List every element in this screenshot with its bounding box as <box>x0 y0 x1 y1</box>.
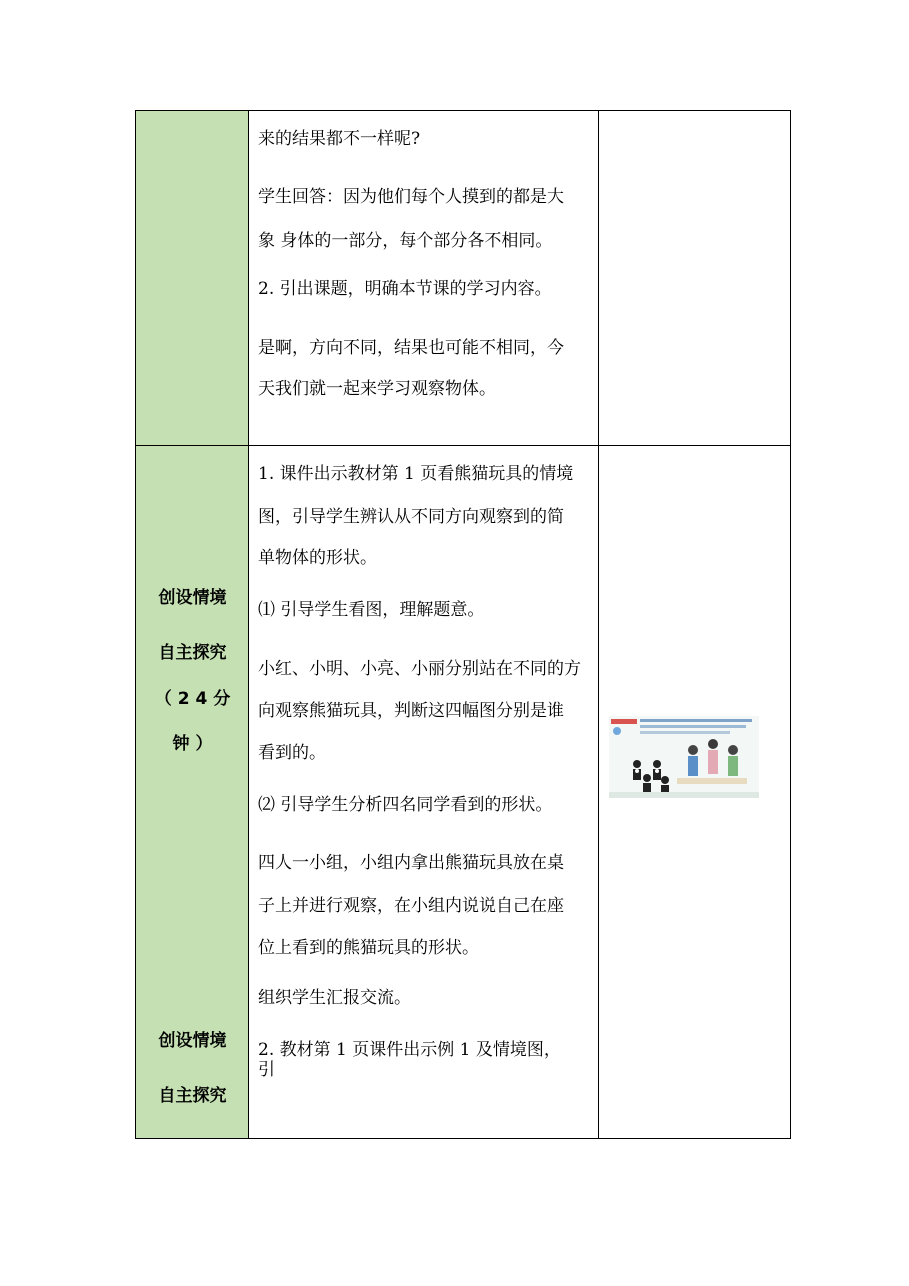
row2-label-cell <box>136 445 249 1138</box>
row2-line: 引 <box>258 1060 275 1080</box>
row1-line: 2. 引出课题，明确本节课的学习内容。 <box>258 279 552 299</box>
row1-line: 象 身体的一部分，每个部分各不相同。 <box>258 231 553 251</box>
row1-line: 学生回答：因为他们每个人摸到的都是大 <box>258 187 564 207</box>
row2-line: 1. 课件出示教材第 1 页看熊猫玩具的情境 <box>258 464 574 484</box>
row2-line: 看到的。 <box>258 743 326 763</box>
panda-scene-illustration <box>609 716 759 798</box>
row2-content-cell <box>249 445 599 1138</box>
duration-label: （ 2 4 分 <box>154 689 231 709</box>
section-label: 自主探究 <box>158 643 227 663</box>
row2-line: 子上并进行观察，在小组内说说自己在座 <box>258 896 564 916</box>
row2-line: 四人一小组，小组内拿出熊猫玩具放在桌 <box>258 853 564 873</box>
row1-content-cell <box>249 111 599 445</box>
section-label: 创设情境 <box>158 1031 227 1051</box>
row1-line: 天我们就一起来学习观察物体。 <box>258 379 496 399</box>
textbook-scene-image <box>609 716 759 798</box>
row2-line: 小红、小明、小亮、小丽分别站在不同的方 <box>258 659 581 679</box>
row2-line: 图，引导学生辨认从不同方向观察到的简 <box>258 507 564 527</box>
row1-notes-cell <box>599 111 790 445</box>
row1-line: 是啊，方向不同，结果也可能不相同，今 <box>258 338 564 358</box>
row2-line: 单物体的形状。 <box>258 548 377 568</box>
row2-line: ⑴ 引导学生看图，理解题意。 <box>258 600 485 620</box>
row2-line: 组织学生汇报交流。 <box>258 988 411 1008</box>
row2-line: 位上看到的熊猫玩具的形状。 <box>258 938 479 958</box>
duration-label: 钟 ） <box>172 734 213 754</box>
section-label: 创设情境 <box>158 588 227 608</box>
row2-line: 2. 教材第 1 页课件出示例 1 及情境图， <box>258 1040 561 1060</box>
row2-line: ⑵ 引导学生分析四名同学看到的形状。 <box>258 795 553 815</box>
section-label: 自主探究 <box>158 1086 227 1106</box>
lesson-plan-table <box>135 110 791 1139</box>
row1-label-cell <box>136 111 249 445</box>
row2-notes-cell <box>599 445 790 1138</box>
row2-line: 向观察熊猫玩具，判断这四幅图分别是谁 <box>258 701 564 721</box>
row1-line: 来的结果都不一样呢? <box>258 129 421 149</box>
